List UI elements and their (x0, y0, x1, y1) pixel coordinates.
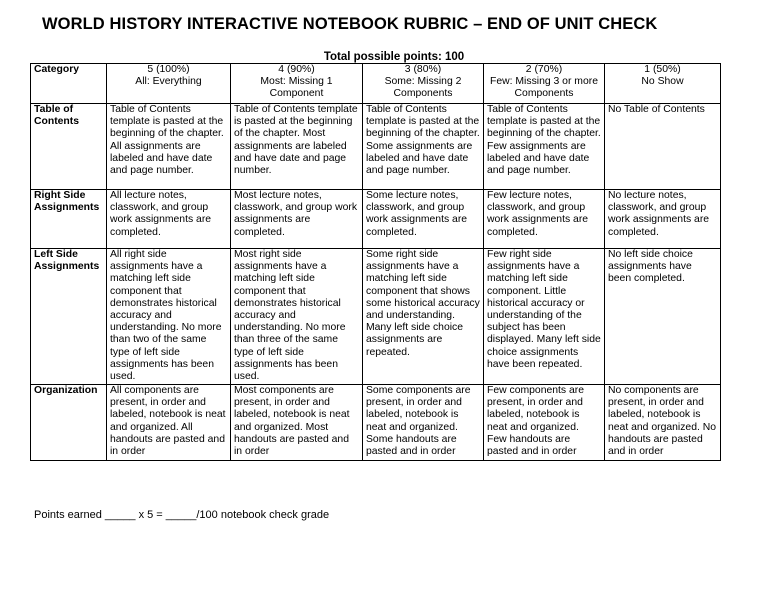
header-level-desc: Most: Missing 1 Component (260, 76, 333, 100)
header-level-desc: All: Everything (135, 76, 202, 88)
header-level-desc: No Show (641, 76, 684, 88)
rubric-cell: No Table of Contents (605, 104, 721, 190)
header-level-score: 3 (80%) (404, 64, 442, 75)
rubric-cell: Some components are present, in order and labeled, notebook is neat and organized. Some handouts are pasted and in order (363, 385, 484, 461)
header-level-desc: Few: Missing 3 or more Components (490, 76, 598, 100)
header-level-5 (107, 64, 231, 104)
header-level-score: 5 (100%) (147, 64, 190, 75)
header-level-3 (363, 64, 484, 104)
rubric-row-organization (31, 385, 721, 461)
rubric-cell: No left side choice assignments have been completed. (605, 249, 721, 385)
rubric-header-row (31, 64, 721, 104)
rubric-cell: Few right side assignments have a matching left side component. Little historical accuracy or understanding of the subject has been displayed. Many left side choice assignments have been repeated. (484, 249, 605, 385)
rubric-cell: Few components are present, in order and labeled, notebook is neat and organized. Few handouts are pasted and in order (484, 385, 605, 461)
rubric-cell: Table of Contents template is pasted at the beginning of the chapter. Some assignments are labeled and have date and page number. (363, 104, 484, 190)
header-level-4 (231, 64, 363, 104)
rubric-cell: All components are present, in order and labeled, notebook is neat and organized. All handouts are pasted and in order (107, 385, 231, 461)
row-category: Left Side Assignments (31, 249, 107, 385)
rubric-cell: Few lecture notes, classwork, and group work assignments are completed. (484, 190, 605, 249)
rubric-row-table-of-contents (31, 104, 721, 190)
rubric-cell: Most right side assignments have a matching left side component that demonstrates historical accuracy and understanding. No more than three of the same type of left side assignments has been used. (231, 249, 363, 385)
rubric-cell: Table of Contents template is pasted at the beginning of the chapter. All assignments are labeled and have date and page number. (107, 104, 231, 190)
rubric-cell: Table of Contents template is pasted at the beginning of the chapter. Most assignments are labeled and have date and page number. (231, 104, 363, 190)
header-level-score: 2 (70%) (525, 64, 563, 75)
header-category: Category (31, 64, 107, 104)
rubric-cell: No lecture notes, classwork, and group work assignments are completed. (605, 190, 721, 249)
rubric-cell: Some lecture notes, classwork, and group work assignments are completed. (363, 190, 484, 249)
rubric-row-right-side (31, 190, 721, 249)
header-level-score: 4 (90%) (278, 64, 315, 75)
page-title: WORLD HISTORY INTERACTIVE NOTEBOOK RUBRIC – END OF UNIT CHECK (42, 15, 658, 33)
row-category: Organization (31, 385, 107, 461)
rubric-table (30, 63, 721, 461)
rubric-cell: No components are present, in order and labeled, notebook is neat and organized. No handouts are pasted and in order (605, 385, 721, 461)
row-category: Right Side Assignments (31, 190, 107, 249)
points-earned-line: Points earned _____ x 5 = _____/100 notebook check grade (34, 509, 330, 521)
rubric-cell: Most components are present, in order and labeled, notebook is neat and organized. Most handouts are pasted and in order (231, 385, 363, 461)
rubric-row-left-side (31, 249, 721, 385)
rubric-cell: Table of Contents template is pasted at the beginning of the chapter. Few assignments are labeled and have date and page number. (484, 104, 605, 190)
rubric-cell: Most lecture notes, classwork, and group work assignments are completed. (231, 190, 363, 249)
rubric-cell: Some right side assignments have a matching left side component that shows some historical accuracy and understanding. Many left side choice assignments are repeated. (363, 249, 484, 385)
header-level-1 (605, 64, 721, 104)
header-level-desc: Some: Missing 2 Components (384, 76, 462, 100)
rubric-cell: All right side assignments have a matching left side component that demonstrates historical accuracy and understanding. No more than two of the same type of left side assignments has been used. (107, 249, 231, 385)
total-possible-points: Total possible points: 100 (323, 51, 465, 63)
row-category: Table of Contents (31, 104, 107, 190)
rubric-cell: All lecture notes, classwork, and group work assignments are completed. (107, 190, 231, 249)
header-level-score: 1 (50%) (644, 64, 681, 75)
header-level-2 (484, 64, 605, 104)
